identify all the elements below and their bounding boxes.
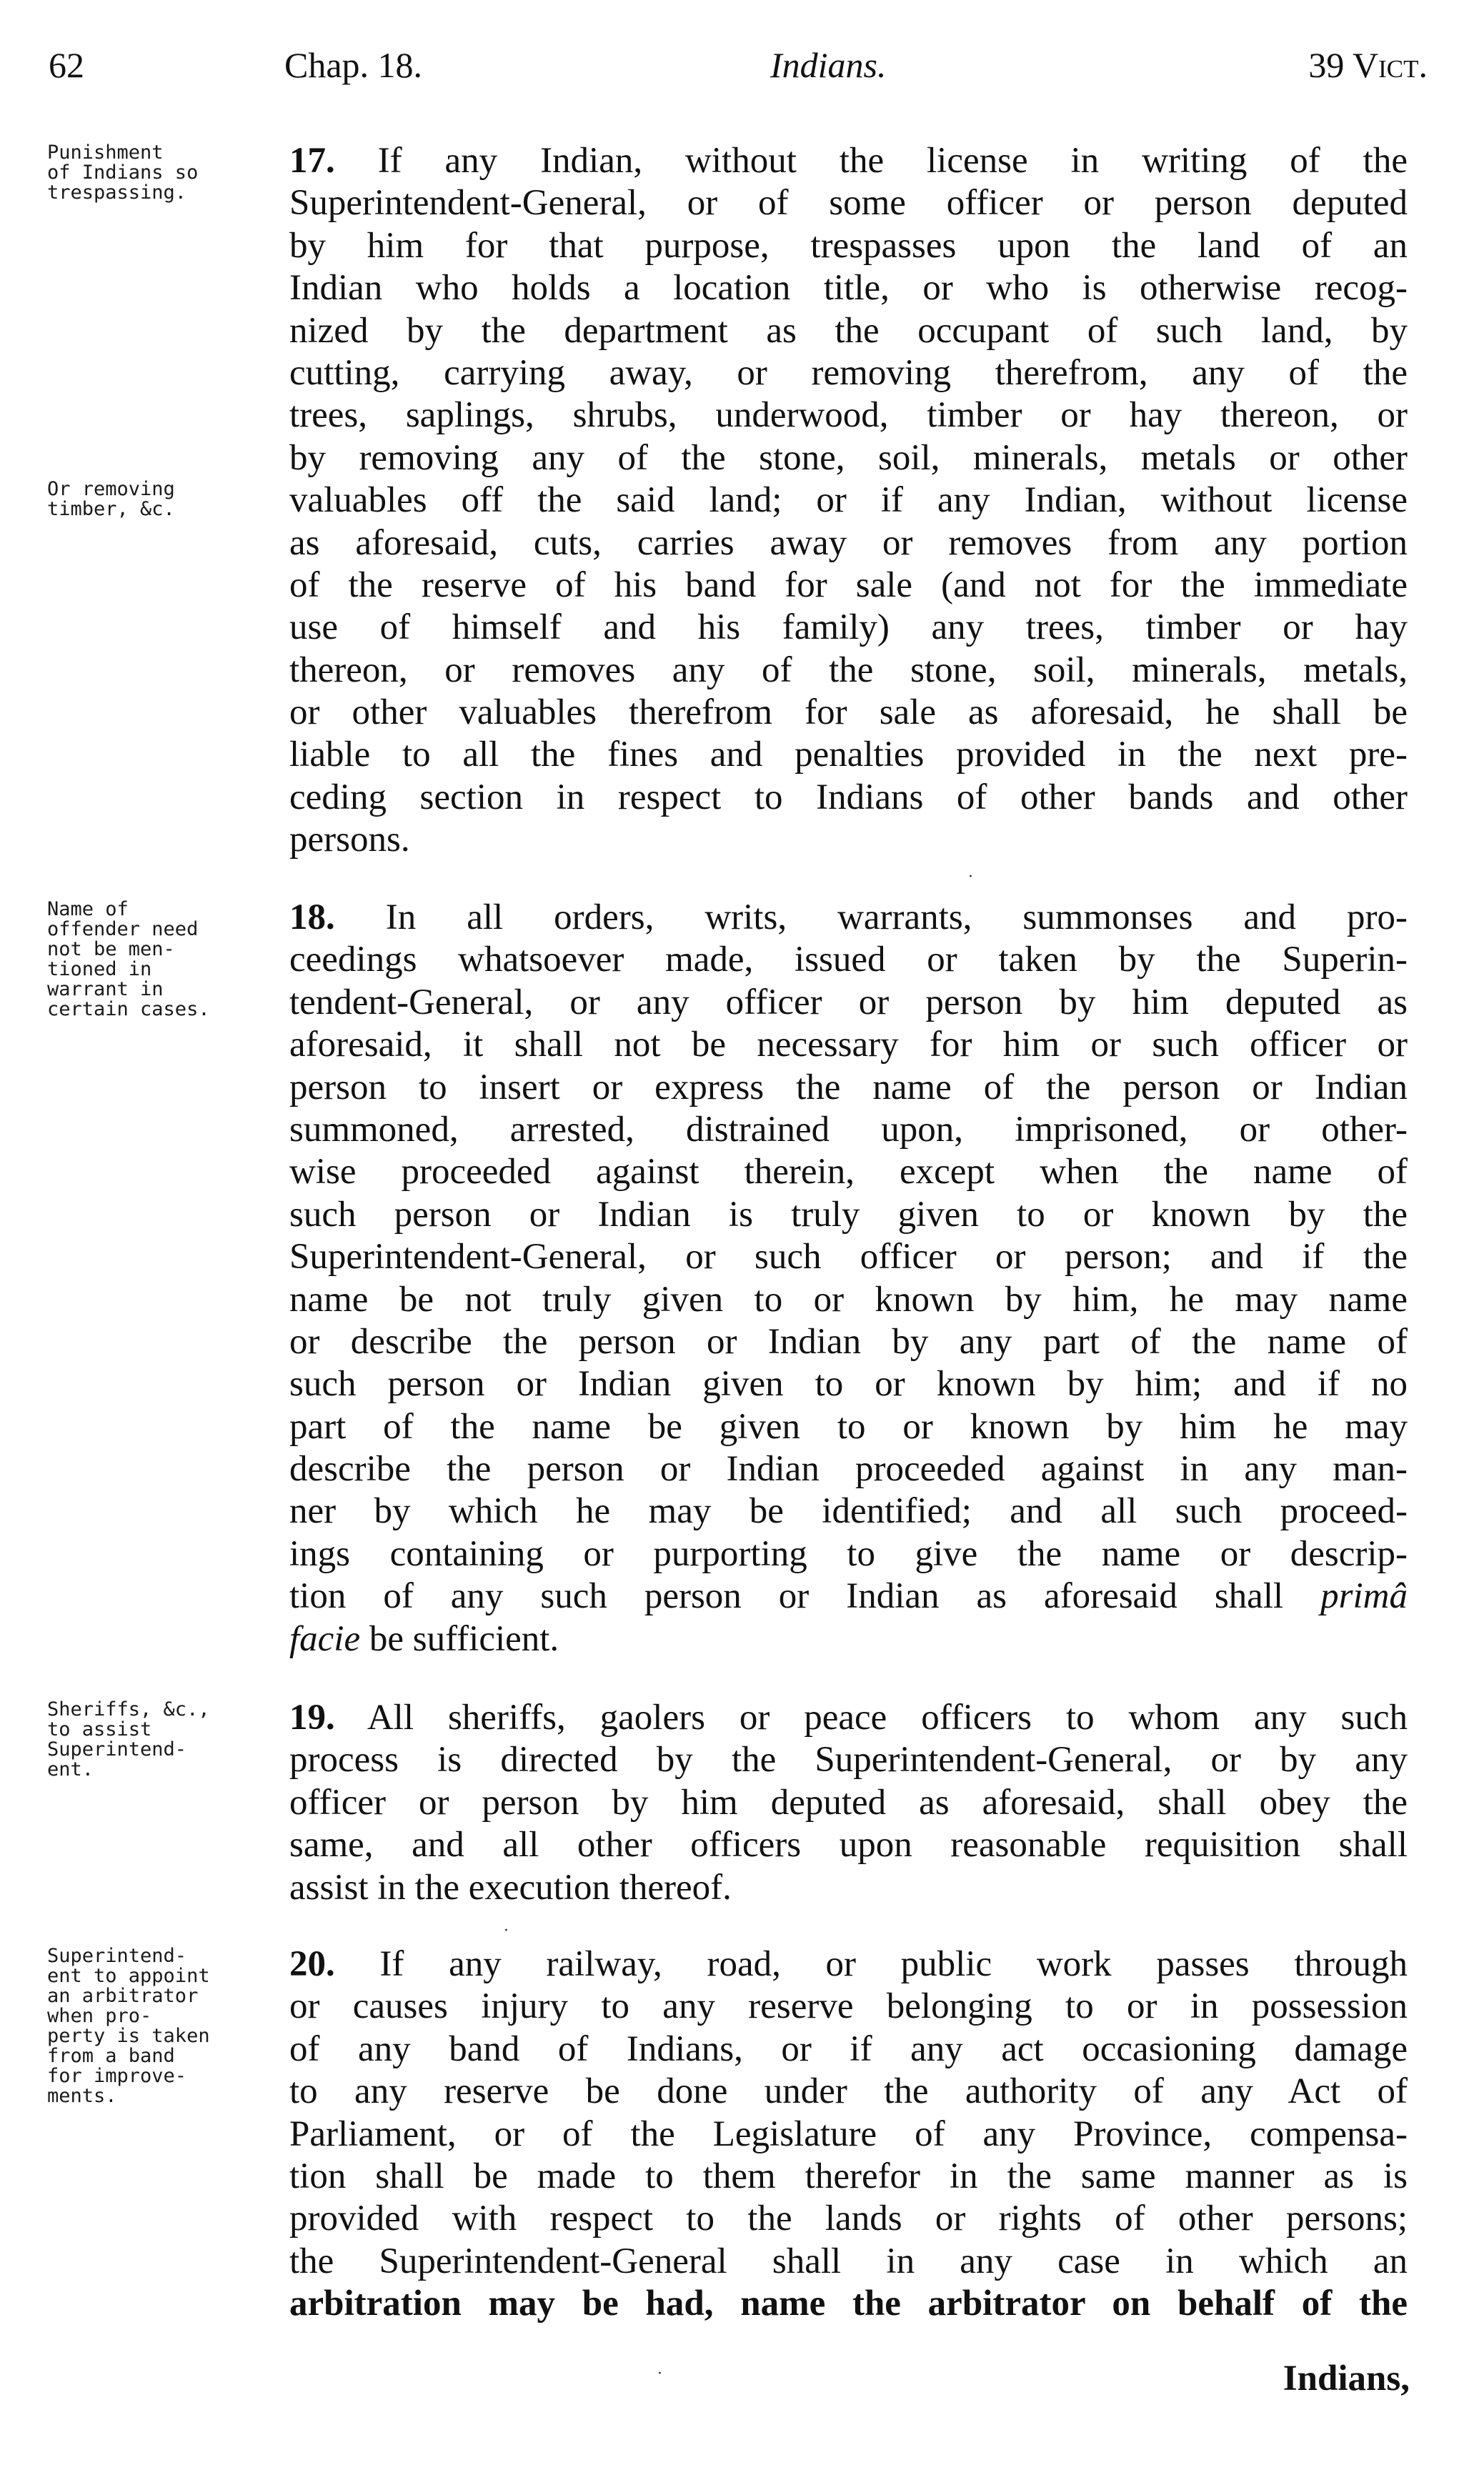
text-line: or other valuables therefrom for sale as aforesaid, he shall be <box>289 692 1408 733</box>
text-line: liable to all the fines and penalties provided in the next pre- <box>289 734 1408 775</box>
text-line: thereon, or removes any of the stone, soil, minerals, metals, <box>289 649 1408 690</box>
margin-note: Or removing timber, &c. <box>47 478 175 520</box>
section-number: 18. <box>289 897 335 937</box>
text-line: tion shall be made to them therefor in the same manner as is <box>289 2156 1408 2196</box>
text-line: or describe the person or Indian by any part of the name of <box>289 1321 1408 1362</box>
text-line: such person or Indian is truly given to or known by the <box>289 1194 1408 1235</box>
text-line: assist in the execution thereof. <box>289 1867 732 1908</box>
text-line: provided with respect to the lands or rights of other persons; <box>289 2198 1408 2239</box>
text-line: wise proceeded against therein, except when the name of <box>289 1152 1408 1192</box>
text-line: the Superintendent-General shall in any case in which an <box>289 2241 1408 2281</box>
text-line: ceedings whatsoever made, issued or taken by the Superin- <box>289 940 1408 980</box>
text-line: facie be sufficient. <box>289 1618 559 1659</box>
text-line: Parliament, or of the Legislature of any Province, compensa- <box>289 2113 1408 2154</box>
section-number: 20. <box>289 1944 335 1984</box>
text-line: 18. In all orders, writs, warrants, summonses and pro- <box>289 897 1408 937</box>
text-line: by him for that purpose, trespasses upon the land of an <box>289 225 1408 266</box>
text-line: of the reserve of his band for sale (and not for the immediate <box>289 564 1408 605</box>
regnal-year: 39 Vict. <box>1308 45 1428 85</box>
text-line: tion of any such person or Indian as aforesaid shall primâ <box>289 1576 1408 1617</box>
margin-note: Name of offender need not be men- tioned in warrant in certain cases. <box>47 898 210 1020</box>
text-line: person to insert or express the name of the person or Indian <box>289 1067 1408 1107</box>
section-body <box>289 140 1408 862</box>
text-line: 19. All sheriffs, gaolers or peace officers to whom any such <box>289 1698 1408 1738</box>
text-line: ner by which he may be identified; and all such proceed- <box>289 1491 1408 1532</box>
section-body <box>289 1697 1408 1909</box>
page-number: 62 <box>49 45 84 85</box>
text-line: officer or person by him deputed as aforesaid, shall obey the <box>289 1782 1408 1823</box>
text-line: Indian who holds a location title, or who is otherwise recog- <box>289 268 1408 309</box>
chapter-label: Chap. 18. <box>284 45 423 85</box>
section-body <box>289 897 1408 1660</box>
text-line: valuables off the said land; or if any Indian, without license <box>289 480 1408 521</box>
section-number: 17. <box>289 141 335 181</box>
text-line: Superintendent-General, or such officer or person; and if the <box>289 1237 1408 1278</box>
text-line: summoned, arrested, distrained upon, imprisoned, or other- <box>289 1109 1408 1150</box>
margin-note: Superintend- ent to appoint an arbitrator when pro- perty is taken from a band for improve- ments. <box>47 1945 210 2107</box>
text-line: as aforesaid, cuts, carries away or removes from any portion <box>289 522 1408 563</box>
italic-phrase: primâ <box>1320 1576 1408 1617</box>
text-line: such person or Indian given to or known by him; and if no <box>289 1364 1408 1405</box>
text-line: describe the person or Indian proceeded against in any man- <box>289 1449 1408 1490</box>
section-body <box>289 1943 1408 2326</box>
text-line: of any band of Indians, or if any act occasioning damage <box>289 2028 1408 2069</box>
text-line: same, and all other officers upon reasonable requisition shall <box>289 1825 1408 1866</box>
text-line: 20. If any railway, road, or public work passes through <box>289 1944 1408 1984</box>
text-line: use of himself and his family) any trees, timber or hay <box>289 607 1408 648</box>
print-speck: · <box>968 868 973 886</box>
running-header <box>49 44 1428 94</box>
italic-phrase: facie <box>289 1618 361 1659</box>
text-line: tendent-General, or any officer or person by him deputed as <box>289 982 1408 1022</box>
text-line: name be not truly given to or known by him, he may name <box>289 1279 1408 1320</box>
text-line: trees, saplings, shrubs, underwood, timber or hay thereon, or <box>289 395 1408 436</box>
text-line: Superintendent-General, or of some officer or person deputed <box>289 183 1408 224</box>
text-line: by removing any of the stone, soil, minerals, metals or other <box>289 437 1408 478</box>
text-line: 17. If any Indian, without the license in writing of the <box>289 141 1408 181</box>
running-title: Indians. <box>770 45 887 85</box>
text-line: or causes injury to any reserve belonging to or in possession <box>289 1986 1408 2027</box>
text-line: cutting, carrying away, or removing therefrom, any of the <box>289 352 1408 393</box>
print-speck: · <box>504 1922 509 1940</box>
text-line: ceding section in respect to Indians of other bands and other <box>289 777 1408 817</box>
text-line: aforesaid, it shall not be necessary for him or such officer or <box>289 1025 1408 1065</box>
text-line: persons. <box>289 820 410 860</box>
margin-note: Sheriffs, &c., to assist Superintend- ent. <box>47 1698 210 1781</box>
text-line: process is directed by the Superintendent-General, or by any <box>289 1740 1408 1781</box>
text-line: ings containing or purporting to give the name or descrip- <box>289 1533 1408 1574</box>
margin-note: Punishment of Indians so trespassing. <box>47 141 199 204</box>
section-number: 19. <box>289 1698 335 1738</box>
text-line: nized by the department as the occupant of such land, by <box>289 310 1408 351</box>
text-line: part of the name be given to or known by him he may <box>289 1406 1408 1447</box>
catchword: Indians, <box>1283 2359 1410 2399</box>
text-line: to any reserve be done under the authority of any Act of <box>289 2071 1408 2112</box>
print-speck: · <box>657 2365 662 2383</box>
text-line: arbitration may be had, name the arbitrator on behalf of the <box>289 2284 1408 2324</box>
